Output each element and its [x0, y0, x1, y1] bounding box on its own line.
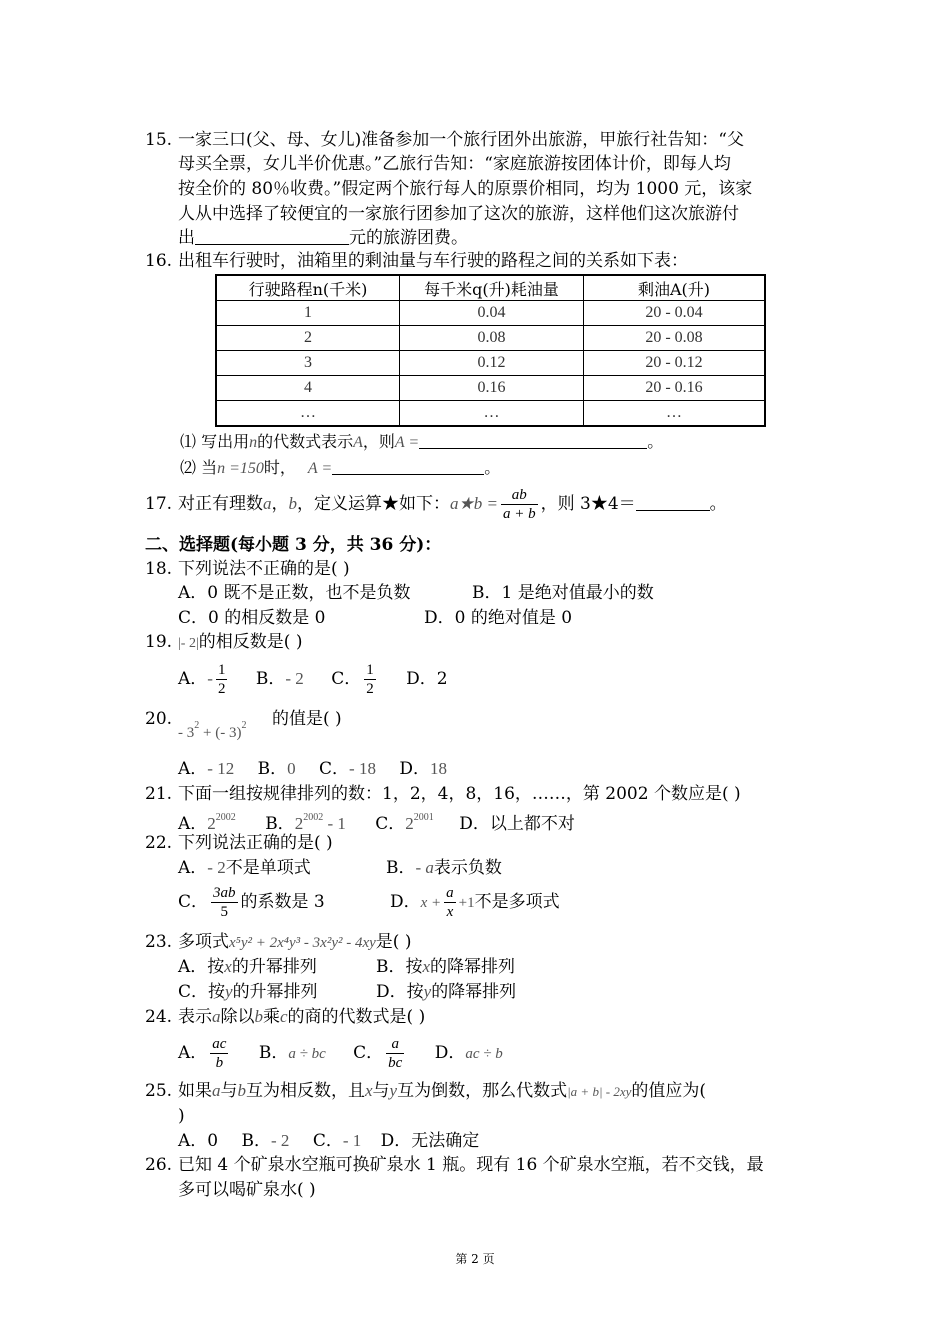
var-b: b: [288, 494, 297, 513]
fraction-numerator: a: [386, 1035, 404, 1054]
q23-stem: [178, 930, 411, 955]
section-heading: 二、选择题(每小题 3 分，共 36 分)：: [145, 535, 442, 555]
q17-number: 17.: [145, 494, 173, 514]
table-header-row: [216, 275, 765, 301]
fraction-denominator: a + b: [502, 506, 536, 522]
q20-option-d-value: 18: [430, 759, 447, 778]
q24-option-a-fraction: [210, 1035, 228, 1072]
var: y: [423, 982, 432, 1001]
fraction-denominator: 2: [366, 681, 374, 697]
text: 的降幂排列: [431, 982, 517, 1002]
var: x: [422, 957, 431, 976]
base: 2: [207, 814, 216, 833]
q20-option-c-label: C．: [319, 759, 350, 779]
var: y: [389, 1081, 398, 1100]
expr-part: x +: [420, 895, 442, 911]
q16-part2-text: ⑵ 当: [180, 458, 218, 477]
q21-option-b-label: B．: [265, 814, 295, 834]
text: 的商的代数式是( ): [287, 1007, 426, 1027]
q16-number: 16.: [145, 251, 173, 271]
q16-part2-blank[interactable]: [332, 458, 484, 475]
q20-option-a-value: - 12: [207, 759, 235, 778]
q24-option-b-value: a ÷ bc: [288, 1046, 326, 1062]
q17-text2: ，定义运算★如下：: [297, 494, 450, 514]
q24-option-b-label: B．: [258, 1043, 289, 1063]
q19-stem: [178, 630, 302, 656]
exponent: 2002: [215, 812, 236, 823]
q23-option-c: [178, 980, 318, 1004]
comma: ，: [271, 494, 289, 514]
q18-option-a: A．0 既不是正数，也不是负数: [178, 583, 411, 603]
text: 的降幂排列: [430, 957, 516, 977]
q18-option-b: B．1 是绝对值最小的数: [472, 583, 654, 603]
q15-line2: 母买全票，女儿半价优惠。”乙旅行告知：“家庭旅游按团体计价，即每人均: [178, 154, 731, 174]
text: 乘: [263, 1007, 280, 1027]
q20-expr: [178, 720, 247, 741]
q22-number: 22.: [145, 833, 173, 853]
q24-options: [178, 1032, 503, 1075]
q19-expr: |- 2|: [178, 636, 199, 651]
table-cell: 0.12: [400, 351, 584, 376]
q25-number: 25.: [145, 1081, 173, 1101]
q15-line4: 人从中选择了较便宜的一家旅行团参加了这次的旅游，这样他们这次旅游付: [178, 204, 739, 224]
text: 多项式: [178, 932, 229, 952]
q24-stem: [178, 1005, 425, 1029]
q18-option-c: C．0 的相反数是 0: [178, 608, 326, 628]
q25-option-c-label: C．: [312, 1131, 343, 1151]
table-cell: …: [400, 401, 584, 427]
text: 表示负数: [433, 858, 502, 878]
fraction-numerator: 3ab: [213, 885, 236, 901]
table-header-consumption: 每千米q(升)耗油量: [400, 275, 584, 301]
q16-part2-text2: 时，: [263, 458, 296, 477]
q20-option-d-label: D．: [399, 759, 430, 779]
fraction-numerator: 1: [366, 662, 374, 678]
q24-option-c-fraction: [386, 1035, 404, 1072]
q24-option-a-label: A．: [178, 1043, 208, 1063]
text: 互为相反数，且: [246, 1081, 365, 1101]
table-cell: …: [216, 401, 400, 427]
exponent: 2: [194, 720, 200, 731]
minus-sign: -: [207, 669, 213, 688]
q16-intro: 出租车行驶时，油箱里的剩油量与车行驶的路程之间的关系如下表：: [178, 251, 688, 271]
q25-option-a: A．0: [178, 1131, 219, 1151]
q23-option-a: [178, 955, 317, 979]
q16-part2: [180, 456, 500, 481]
q16-part1-end: 。: [647, 432, 664, 451]
q15-line1: 一家三口(父、母、女儿)准备参加一个旅行团外出旅游，甲旅行社告知：“父: [178, 130, 744, 150]
q18-option-d: D．0 的绝对值是 0: [424, 608, 573, 628]
fraction-numerator: a: [446, 885, 454, 901]
q25-option-d: D．无法确定: [380, 1131, 480, 1151]
q16-part1-eq: A =: [394, 434, 420, 451]
q26-line2: 多可以喝矿泉水( ): [178, 1180, 316, 1200]
text: 是( ): [375, 932, 412, 952]
q17-lhs: a★b =: [450, 494, 498, 513]
text: 的升幂排列: [232, 982, 318, 1002]
q22-stem: 下列说法正确的是( ): [178, 833, 333, 853]
fraction-denominator: b: [215, 1055, 224, 1071]
label: D．按: [376, 982, 424, 1002]
fraction-denominator: x: [446, 904, 454, 920]
label: C．按: [178, 982, 226, 1002]
table-row: [216, 401, 765, 427]
label: D．: [390, 892, 421, 912]
fraction-denominator: 2: [217, 681, 226, 697]
var: a: [212, 1081, 221, 1100]
text: 表示: [178, 1007, 212, 1027]
q15-line5: [178, 226, 468, 250]
q16-part1-text: ⑴ 写出用: [180, 432, 250, 451]
exponent: 2: [241, 720, 247, 731]
table-cell: 3: [216, 351, 400, 376]
exponent: 2001: [413, 812, 434, 823]
q19-options: [178, 658, 448, 700]
var: c: [280, 1007, 288, 1026]
var: b: [254, 1007, 263, 1026]
q25-expression: |a + b| - 2xy: [567, 1084, 632, 1099]
q23-number: 23.: [145, 932, 173, 952]
q23-polynomial: x⁵y² + 2x⁴y³ - 3x²y² - 4xy: [229, 935, 376, 951]
fraction-numerator: ab: [501, 486, 538, 505]
q25-options: [178, 1129, 479, 1153]
q25-option-b-label: B．: [241, 1131, 271, 1151]
text: 不是单项式: [225, 858, 311, 878]
q17-text: 对正有理数: [178, 494, 263, 514]
tail: - 1: [323, 814, 346, 833]
q25-option-b-value: - 2: [271, 1131, 290, 1150]
fraction-denominator: bc: [388, 1055, 403, 1071]
q25-option-c-value: - 1: [342, 1131, 362, 1150]
q22-option-b: [386, 856, 502, 880]
text: 与: [372, 1081, 390, 1101]
table-row: [216, 351, 765, 376]
q22-option-d-fraction: [444, 884, 456, 921]
table-cell: 1: [216, 301, 400, 326]
text: 的升幂排列: [231, 957, 317, 977]
table-cell: 0.08: [400, 326, 584, 351]
fuel-table: [215, 274, 766, 427]
q16-part1: [180, 430, 663, 455]
q20-stem: [178, 714, 246, 745]
q20-number: 20.: [145, 709, 173, 729]
q20-option-b-label: B．: [257, 759, 288, 779]
q17-eq: ＝: [618, 494, 636, 514]
q19-option-a-label: A．: [178, 669, 208, 689]
q15-number: 15.: [145, 130, 173, 150]
q24-option-d-label: D．: [434, 1043, 466, 1063]
q21-option-a-label: A．: [178, 814, 208, 834]
fraction-numerator: 1: [217, 662, 226, 678]
text: 互为倒数，那么代数式: [397, 1081, 568, 1101]
table-cell: 20 - 0.08: [584, 326, 766, 351]
var: a: [212, 1007, 221, 1026]
q20-option-c-value: - 18: [349, 759, 376, 778]
q15-text: 出: [178, 228, 195, 248]
text: 除以: [220, 1007, 255, 1027]
q25-stem-end: ): [178, 1106, 185, 1126]
exponent: 2002: [303, 812, 324, 823]
q19-option-d: D．2: [406, 669, 448, 689]
table-row: [216, 301, 765, 326]
q22-option-c: [178, 881, 325, 923]
q15-text-end: 元的旅游团费。: [349, 228, 468, 248]
q21-stem: 下面一组按规律排列的数：1，2，4，8，16，……，第 2002 个数应是( ): [178, 784, 741, 804]
q22-option-a: [178, 856, 311, 880]
q15-line3: 按全价的 80％收费。”假定两个旅行每人的原票价相同，均为 1000 元，该家: [178, 179, 753, 199]
var-n: n: [249, 434, 258, 451]
label: C．: [178, 892, 209, 912]
value: - 2: [207, 858, 226, 877]
q20-option-b-value: 0: [287, 759, 296, 778]
q26-number: 26.: [145, 1155, 173, 1175]
value: - a: [415, 858, 434, 877]
expr-part: - 3: [178, 725, 195, 741]
q19-number: 19.: [145, 632, 173, 652]
var: b: [237, 1081, 246, 1100]
label: A．: [178, 858, 208, 878]
page-number: 第 2 页: [455, 1252, 495, 1266]
q20-stem-text: 的值是( ): [272, 709, 342, 729]
q16-part2-eq: A =: [307, 460, 333, 477]
q24-option-d-value: ac ÷ b: [465, 1046, 503, 1062]
table-cell: 0.16: [400, 376, 584, 401]
table-cell: 20 - 0.16: [584, 376, 766, 401]
table-header-distance: 行驶路程n(千米): [216, 275, 400, 301]
var: x: [224, 957, 232, 976]
text: 如果: [178, 1081, 212, 1101]
text: 与: [220, 1081, 238, 1101]
q25-stem: [178, 1079, 706, 1104]
q19-stem-text: 的相反数是( ): [198, 632, 303, 652]
q17-blank[interactable]: [636, 494, 710, 511]
q20-option-a-label: A．: [178, 759, 208, 779]
q18-stem: 下列说法不正确的是( ): [178, 559, 350, 579]
q22-option-c-fraction: [211, 884, 238, 921]
q23-option-b: [376, 955, 515, 979]
label: B．按: [376, 957, 423, 977]
q16-part2-end: 。: [484, 458, 501, 477]
q19-option-c-fraction: [364, 661, 376, 698]
q26-line1: 已知 4 个矿泉水空瓶可换矿泉水 1 瓶。现有 16 个矿泉水空瓶，若不交钱，最: [178, 1155, 764, 1175]
text: 的值应为(: [631, 1081, 707, 1101]
q17-text3: ，则 3★4: [540, 494, 619, 514]
table-cell: 0.04: [400, 301, 584, 326]
q15-answer-blank[interactable]: [195, 228, 349, 245]
expr-part: + (- 3): [199, 725, 242, 741]
var-a: a: [263, 494, 272, 513]
q16-part1-blank[interactable]: [419, 432, 647, 449]
q19-option-a-fraction: [216, 661, 228, 698]
label: A．按: [178, 957, 225, 977]
q17-end: 。: [709, 494, 727, 514]
q19-option-b-value: - 2: [285, 669, 304, 688]
q19-option-c-label: C．: [331, 669, 362, 689]
fraction-denominator: 5: [220, 904, 229, 920]
table-cell: 20 - 0.04: [584, 301, 766, 326]
q16-part2-cond: n =150: [217, 460, 264, 477]
q16-part1-text2: 的代数式表示: [257, 432, 354, 451]
text: 不是多项式: [474, 892, 560, 912]
text: 的系数是 3: [240, 892, 325, 912]
table-cell: 2: [216, 326, 400, 351]
table-row: [216, 326, 765, 351]
q21-option-c-value: [405, 814, 434, 833]
table-header-remaining: 剩油A(升): [584, 275, 766, 301]
var: y: [225, 982, 233, 1001]
q17-line: [178, 483, 727, 525]
q24-number: 24.: [145, 1007, 173, 1027]
fraction-numerator: ac: [212, 1036, 227, 1052]
q22-option-d: [390, 881, 560, 924]
table-cell: …: [584, 401, 766, 427]
expr-part: +1: [458, 895, 475, 911]
q23-option-d: [376, 980, 516, 1004]
label: B．: [386, 858, 416, 878]
q21-option-d: D．以上都不对: [459, 814, 575, 834]
table-row: [216, 376, 765, 401]
q18-number: 18.: [145, 559, 173, 579]
q19-option-b-label: B．: [255, 669, 286, 689]
var: x: [365, 1081, 373, 1100]
q24-option-c-label: C．: [353, 1043, 384, 1063]
q17-fraction: [501, 486, 538, 523]
q21-option-c-label: C．: [375, 814, 406, 834]
base: 2: [294, 814, 304, 833]
var-A: A: [353, 434, 363, 451]
table-cell: 20 - 0.12: [584, 351, 766, 376]
q16-part1-text3: ，则: [362, 432, 395, 451]
table-cell: 4: [216, 376, 400, 401]
q21-number: 21.: [145, 784, 173, 804]
q20-options: [178, 757, 447, 781]
base: 2: [405, 814, 414, 833]
